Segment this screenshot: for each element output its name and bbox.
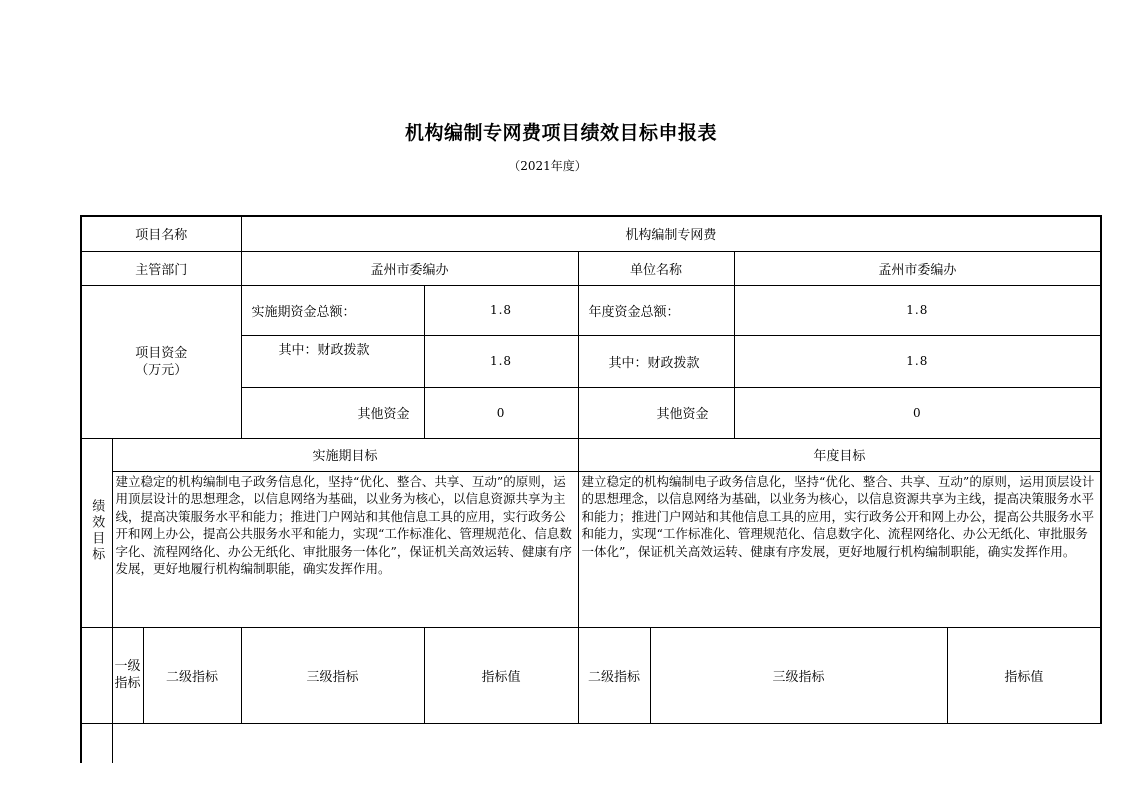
annual-other-value: 0 (734, 387, 1101, 438)
annual-total-label: 年度资金总额： (578, 285, 734, 335)
row-goal-headers (81, 438, 1101, 471)
row-funds-total (81, 285, 1101, 335)
row-department (81, 251, 1101, 285)
project-funds-label (81, 285, 241, 438)
level1-indicator (112, 627, 143, 723)
annual-level2-header: 二级指标 (578, 627, 650, 723)
impl-total-label: 实施期资金总额： (241, 285, 424, 335)
annual-fiscal-value: 1.8 (734, 335, 1101, 387)
page-subtitle-year: （2021年度） (508, 159, 587, 173)
annual-level3-header: 三级指标 (650, 627, 947, 723)
row-project-name (81, 216, 1101, 251)
project-name-value: 机构编制专网费 (241, 216, 1101, 251)
impl-other-value: 0 (424, 387, 578, 438)
form-table (80, 215, 1102, 763)
funds-label-line1: 项目资金 (135, 345, 188, 361)
annual-value-header: 指标值 (947, 627, 1101, 723)
perf-target-text: 绩效目标 (89, 498, 105, 563)
annual-total-value: 1.8 (734, 285, 1101, 335)
impl-fiscal-value: 1.8 (424, 335, 578, 387)
impl-other-label: 其他资金 (241, 387, 424, 438)
row-indicator-continued (81, 723, 1101, 763)
impl-goal-text: 建立稳定的机构编制电子政务信息化，坚持“优化、整合、共享、互动”的原则，运用顶层设计的思想理念，以信息网络为基础，以业务为核心，以信息资源共享为主线，提高决策服务水平和能力；推进门户网站和其他信息工具的应用，实行政务公开和网上办公，提高公共服务水平和能力，实现“工作标准化、管理规范化、信息数字化、流程网络化、办公无纸化、审批服务一体化”，保证机关高效运转、健康有序发展，更好地履行机构编制职能，确实发挥作用。 (112, 471, 578, 627)
continued-cell (112, 723, 143, 763)
row-indicator-headers (81, 627, 1101, 723)
row-goal-text (81, 471, 1101, 627)
impl-goal-header: 实施期目标 (112, 438, 578, 471)
continued-cell (81, 723, 112, 763)
annual-goal-text: 建立稳定的机构编制电子政务信息化，坚持“优化、整合、共享、互动”的原则，运用顶层设计的思想理念，以信息网络为基础，以业务为核心，以信息资源共享为主线，提高决策服务水平和能力；推进门户网站和其他信息工具的应用，实行政务公开和网上办公，提高公共服务水平和能力，实现“工作标准化、管理规范化、信息数字化、流程网络化、办公无纸化、审批服务一体化”，保证机关高效运转、健康有序发展，更好地履行机构编制职能，确实发挥作用。 (578, 471, 1101, 627)
funds-label-line2: （万元） (135, 362, 188, 378)
dept-value: 孟州市委编办 (241, 251, 578, 285)
impl-fiscal-label: 其中：财政拨款 (241, 335, 424, 387)
impl-total-value: 1.8 (424, 285, 578, 335)
project-name-label: 项目名称 (81, 216, 241, 251)
level1-indicator-text: 一级指标 (114, 659, 141, 691)
dept-label: 主管部门 (81, 251, 241, 285)
perf-target-label (81, 438, 112, 627)
continued-cell (143, 723, 1101, 763)
impl-level2-header: 二级指标 (143, 627, 241, 723)
unit-value: 孟州市委编办 (734, 251, 1101, 285)
impl-level3-header: 三级指标 (241, 627, 424, 723)
annual-other-label: 其他资金 (578, 387, 734, 438)
annual-goal-header: 年度目标 (578, 438, 1101, 471)
annual-fiscal-label: 其中：财政拨款 (578, 335, 734, 387)
indicator-blank-cell (81, 627, 112, 723)
performance-target-form (80, 215, 1095, 793)
page-title: 机构编制专网费项目绩效目标申报表 (404, 122, 717, 144)
unit-label: 单位名称 (578, 251, 734, 285)
impl-value-header: 指标值 (424, 627, 578, 723)
